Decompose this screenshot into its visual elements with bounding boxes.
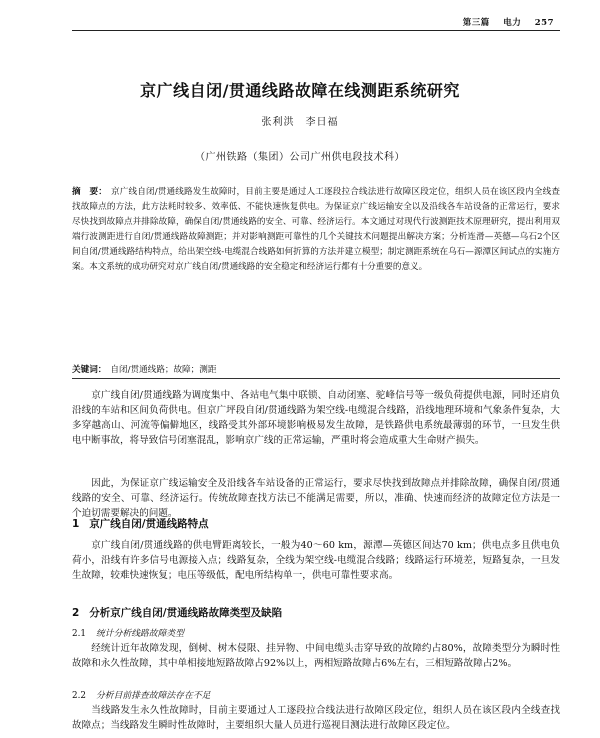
- section-1-title: 京广线自闭/贯通线路特点: [89, 518, 209, 530]
- abstract: [72, 185, 560, 275]
- section-1-number: 1: [72, 518, 80, 530]
- intro-paragraph-2: 因此，为保证京广线运输安全及沿线各车站设备的正常运行，要求尽快找到故障点并排除故障，确保自闭/贯通线路的安全、可靠、经济运行。传统故障查找方法已不能满足需要，所以，准确、快速而经济的故障定位方法是一个迫切需要解决的问题。: [72, 478, 560, 519]
- section-2-title: 分析京广线自闭/贯通线路故障类型及缺陷: [89, 607, 283, 619]
- keywords-rule: [72, 378, 560, 379]
- abstract-text: 京广线自闭/贯通线路发生故障时，目前主要是通过人工逐段拉合线法进行故障区段定位，组织人员在该区段内全线查找故障点的方法，此方法耗时较多、效率低、不能快速恢复供电。为保证京广线运输安全以及沿线各车站设备的正常运行，要求尽快找到故障点并排除故障，确保自闭/贯通线路的安全、可靠、经济运行。本文通过对现代行波测距技术原理研究，提出利用双端行波测距进行自闭/贯通线路故障测距；并对影响测距可靠性的几个关键技术问题提出解决方案；分析连滑—英德—乌石2个区间自闭/贯通线路结构特点，给出架空线-电缆混合线路如何折算的方法并建立模型；制定测距系统在乌石—源潭区间试点的实施方案。本文系统的成功研究对京广线自闭/贯通线路的安全稳定和经济运行都有十分重要的意义。: [72, 187, 560, 272]
- paper-affiliation: （广州铁路（集团）公司广州供电段技术科）: [195, 152, 405, 163]
- subsection-2-1-number: 2.1: [72, 629, 86, 639]
- section-2-heading: [72, 605, 560, 620]
- paper-title: 京广线自闭/贯通线路故障在线测距系统研究: [140, 81, 460, 100]
- intro-paragraph-1: 京广线自闭/贯通线路为调度集中、各站电气集中联锁、自动闭塞、驼峰信号等一级负荷提供电源，同时还肩负沿线的车站和区间负荷供电。但京广坪段自闭/贯通线路为架空线-电缆混合线路，沿线地理环境和气象条件复杂，大多穿越高山、河流等偏僻地区，线路受其外部环境影响极易发生故障，是铁路供电系统最薄弱的环节，一旦发生供电中断事故，将导致信号闭塞混乱，影响京广线的正常运输，严重时将会造成重大生命财产损失。: [72, 390, 560, 446]
- subsection-2-2-number: 2.2: [72, 691, 86, 701]
- header-rule: [72, 30, 560, 31]
- abstract-label: 摘 要：: [72, 187, 107, 197]
- keywords-label: 关键词：: [72, 365, 107, 375]
- subsection-2-1-heading: [72, 626, 560, 639]
- subsection-2-2-paragraph: 当线路发生永久性故障时，目前主要通过人工逐段拉合线法进行故障区段定位，组织人员在该区段内全线查找故障点；当线路发生瞬时性故障时，主要组织大量人员进行巡视目测法进行故障区段定位。: [72, 705, 560, 731]
- section-1-heading: [72, 516, 560, 531]
- subsection-2-1-title: 统计分析线路故障类型: [96, 629, 184, 639]
- subsection-2-1-paragraph: 经统计近年故障发现，倒树、树木侵限、挂异物、中间电缆头击穿导致的故障约占80%，故障类型分为瞬时性故障和永久性故障，其中单相接地短路故障占92%以上，两相短路故障占6%左右，三相短路故障占2%。: [72, 643, 560, 669]
- paper-authors: 张利洪 李日福: [261, 117, 339, 128]
- header-page-number: 257: [534, 18, 554, 28]
- running-header: [453, 16, 554, 28]
- section-2-number: 2: [72, 607, 80, 619]
- keywords-text: 自闭/贯通线路；故障；测距: [110, 365, 217, 375]
- keywords: [72, 363, 560, 375]
- subsection-2-2-heading: [72, 688, 560, 701]
- section-1-paragraph: 京广线自闭/贯通线路的供电臂距离较长，一般为40～60 km，源潭—英德区间达70 km；供电点多且供电负荷小，沿线有许多信号电源接入点；线路复杂，全线为架空线-电缆混合线路；线路运行环境差，短路复杂，一旦发生故障，较难快速恢复；电压等级低，配电所结构单一，供电可靠性要求高。: [72, 540, 560, 581]
- header-category: 电力: [503, 18, 522, 28]
- header-issue: 第三篇: [462, 18, 490, 28]
- subsection-2-2-title: 分析目前排查故障法存在不足: [96, 691, 211, 701]
